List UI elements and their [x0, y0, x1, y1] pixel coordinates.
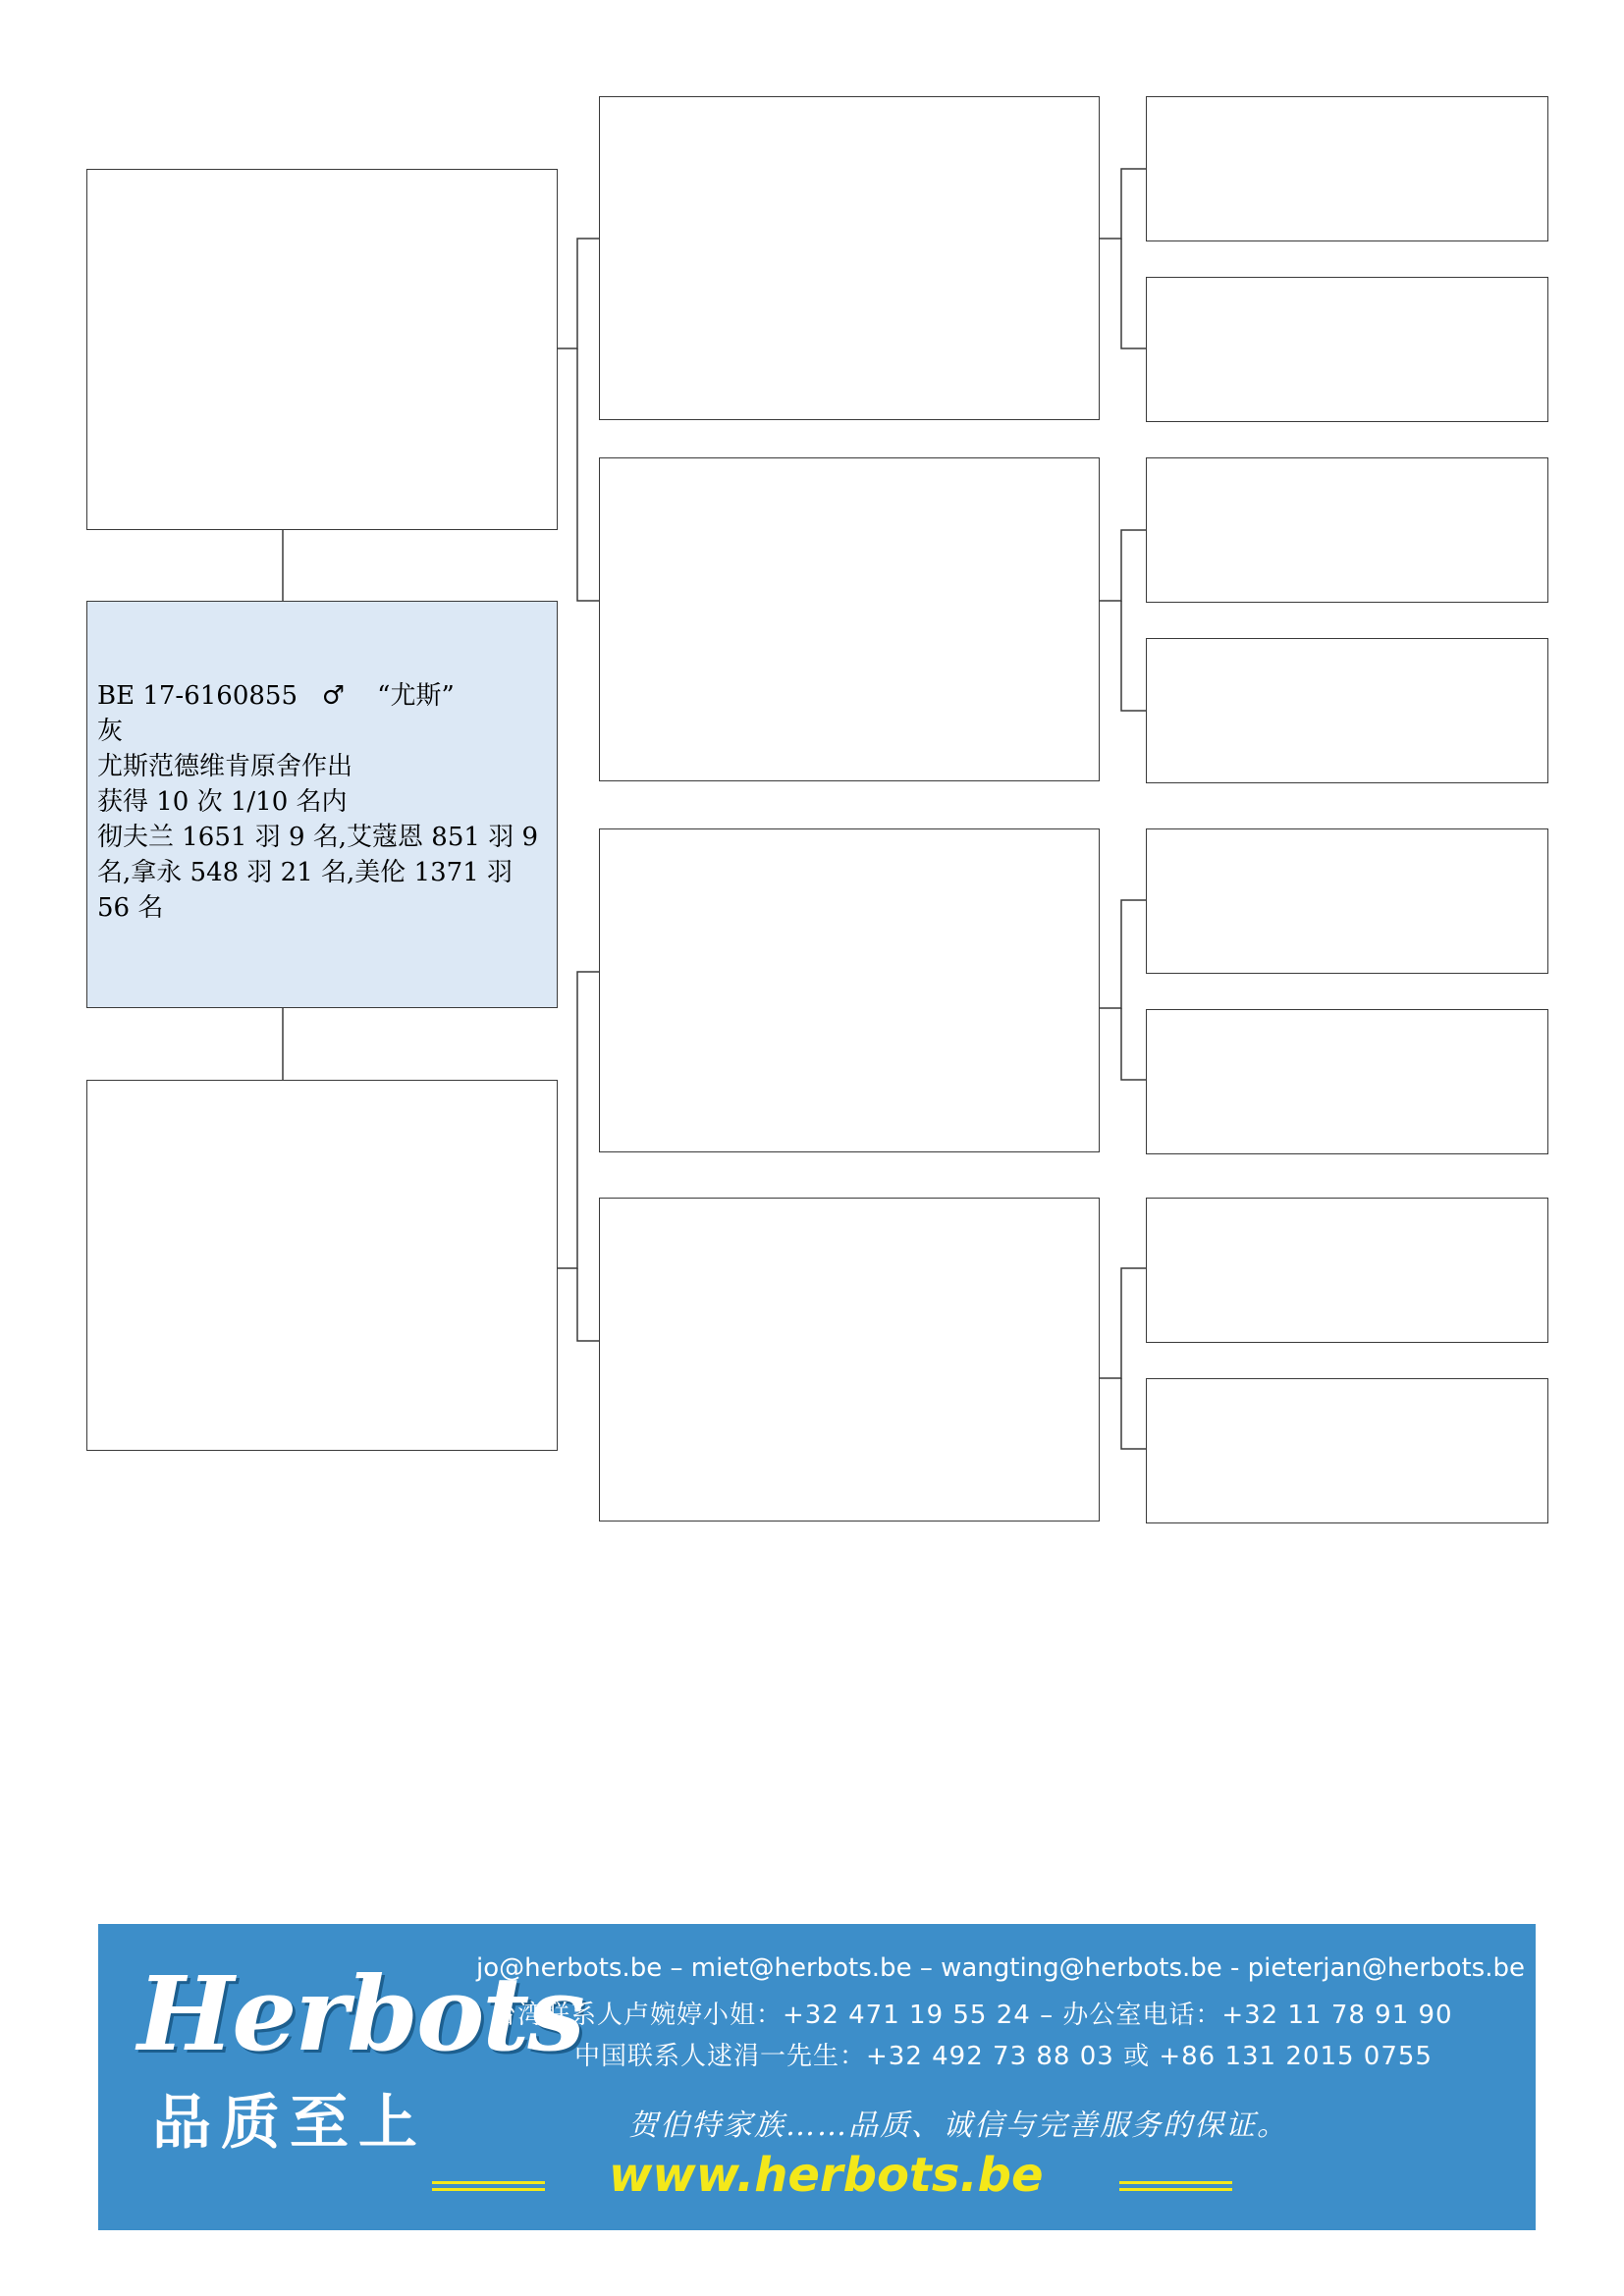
- great-grandparent-box-2: [1146, 277, 1548, 422]
- grandsire-paternal-box: [599, 96, 1100, 420]
- decorative-line-right: [1119, 2181, 1232, 2191]
- great-grandparent-box-7: [1146, 1198, 1548, 1343]
- ring-number: BE 17-6160855 ♂ “尤斯”: [97, 681, 455, 711]
- granddam-maternal-box: [599, 1198, 1100, 1522]
- great-grandparent-box-6: [1146, 1009, 1548, 1154]
- tagline: 品质至上: [152, 2089, 427, 2158]
- great-grandparent-box-3: [1146, 457, 1548, 603]
- great-grandparent-box-5: [1146, 828, 1548, 974]
- contact-emails: jo@herbots.be – miet@herbots.be – wangting@herbots.be - pieterjan@herbots.be: [476, 1953, 1525, 1983]
- taiwan-contact: 台湾联系人卢婉婷小姐：+32 471 19 55 24 – 办公室电话：+32 11 78 91 90: [491, 2001, 1453, 2030]
- color: 灰: [97, 717, 124, 746]
- grandsire-maternal-box: [599, 828, 1100, 1152]
- great-grandparent-box-8: [1146, 1378, 1548, 1523]
- race-results: 彻夫兰 1651 羽 9 名,艾蔻恩 851 羽 9 名,拿永 548 羽 21 名,美伦 1371 羽 56 名: [97, 823, 547, 923]
- sire-box: [86, 169, 558, 530]
- herbots-logo: Herbots: [137, 1953, 583, 2074]
- prize-summary: 获得 10 次 1/10 名内: [97, 787, 348, 817]
- decorative-line-left: [432, 2181, 545, 2191]
- great-grandparent-box-1: [1146, 96, 1548, 241]
- breeder: 尤斯范德维肯原舍作出: [97, 752, 353, 781]
- subject-pigeon-box: [86, 601, 558, 1008]
- great-grandparent-box-4: [1146, 638, 1548, 783]
- slogan: 贺伯特家族……品质、诚信与完善服务的保证。: [628, 2109, 1288, 2143]
- granddam-paternal-box: [599, 457, 1100, 781]
- dam-box: [86, 1080, 558, 1451]
- website-link[interactable]: www.herbots.be: [609, 2148, 1044, 2203]
- china-contact: 中国联系人逑涓一先生：+32 492 73 88 03 或 +86 131 2015 0755: [574, 2042, 1433, 2071]
- herbots-footer-banner: [98, 1924, 1536, 2230]
